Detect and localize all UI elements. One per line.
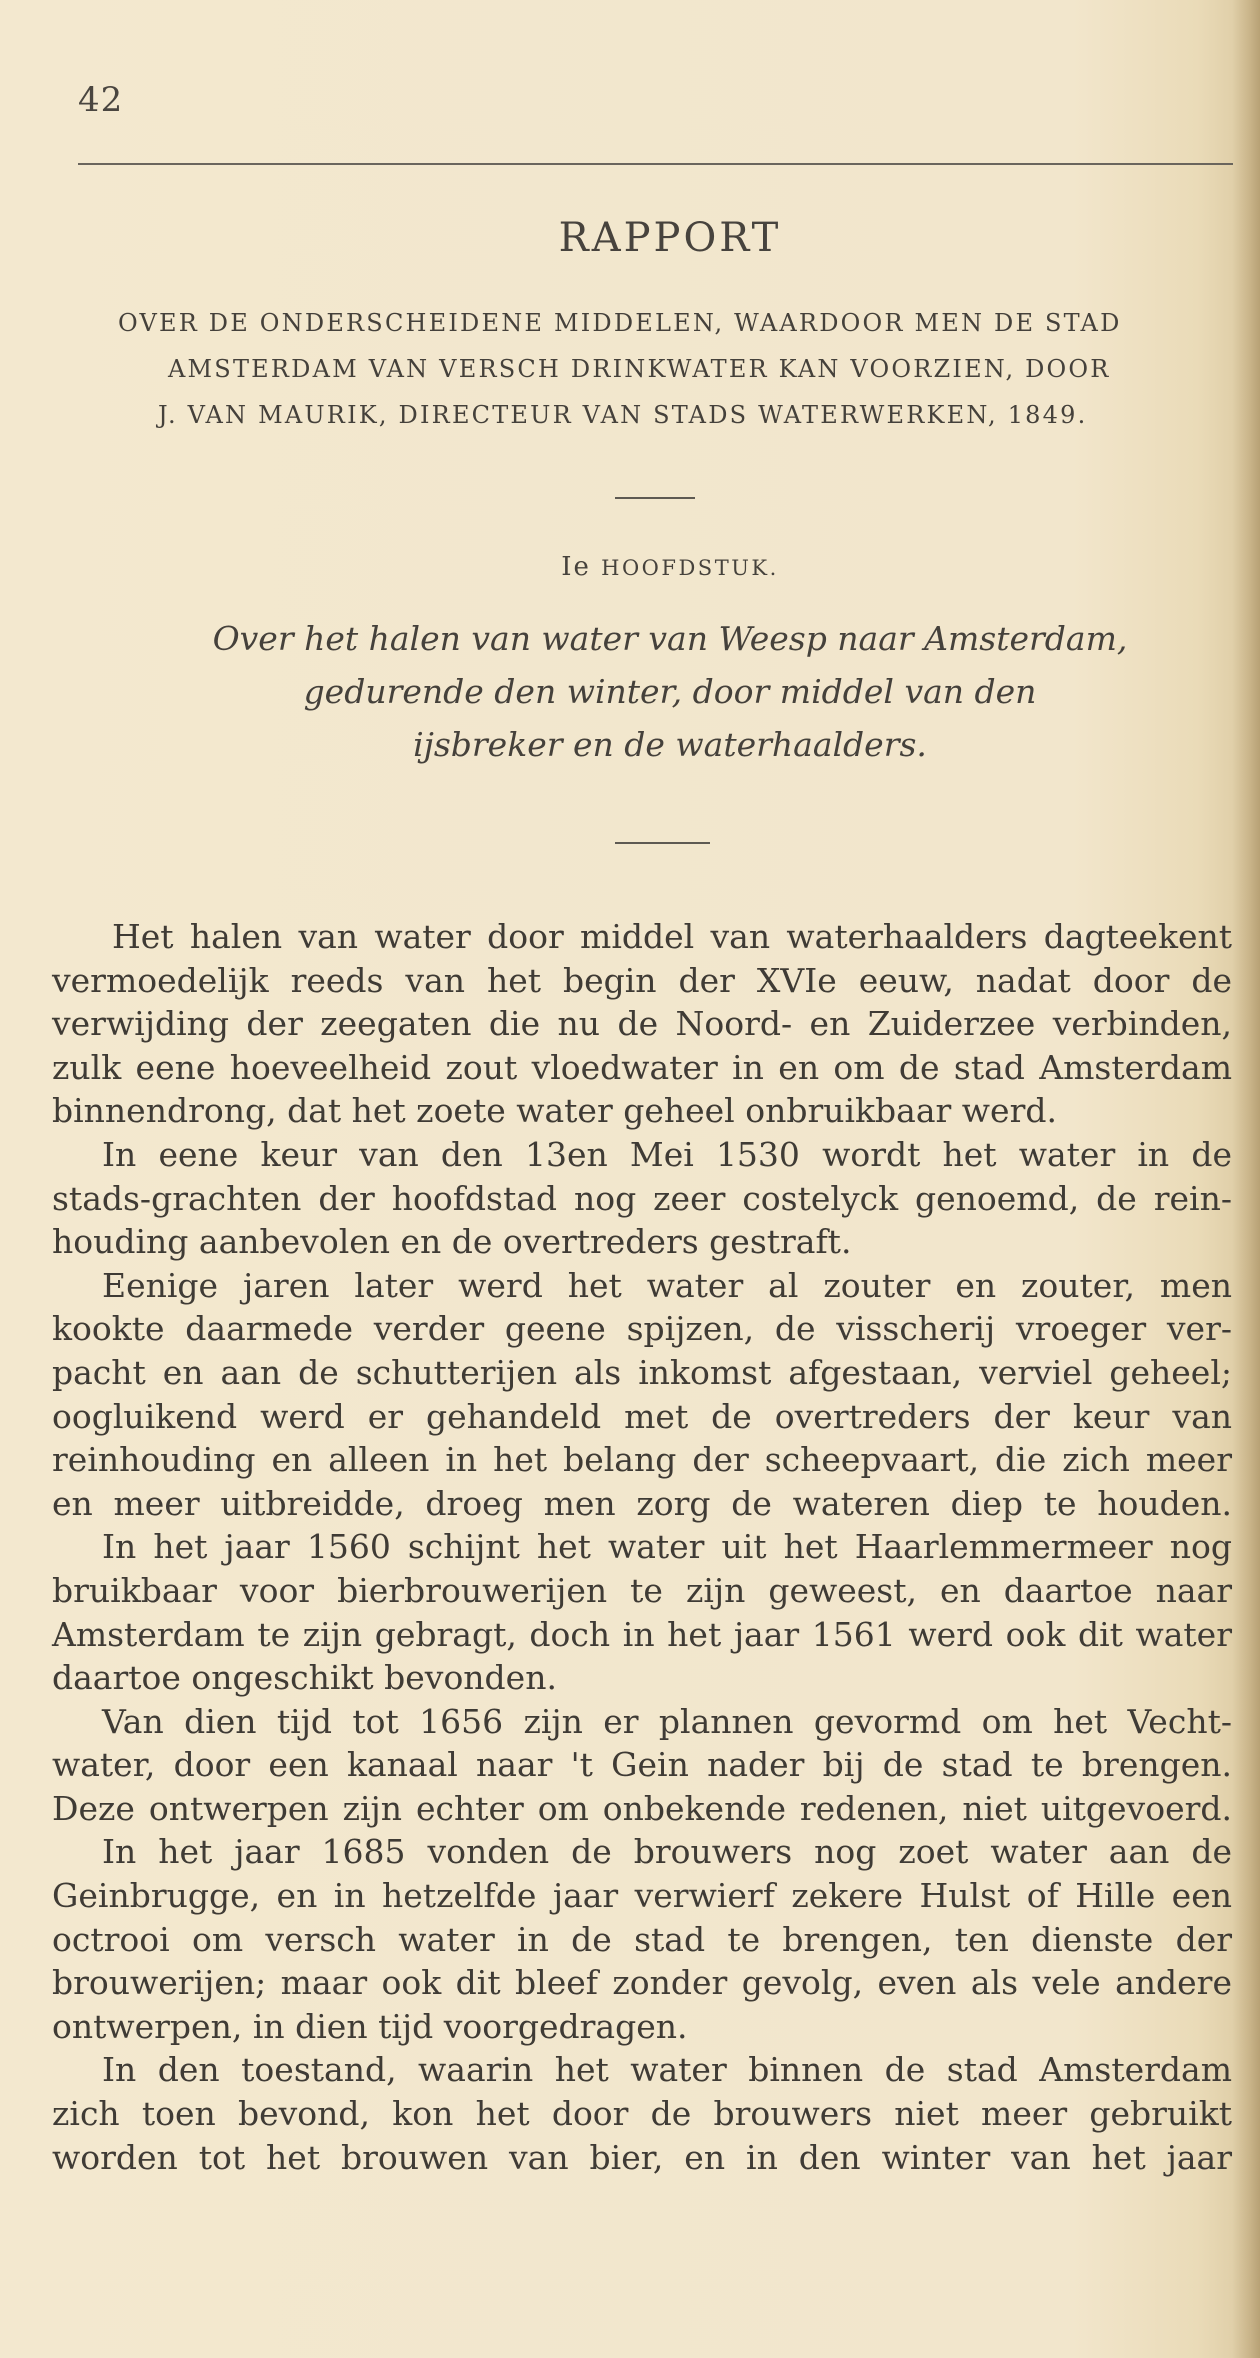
body-line: Geinbrugge, en in hetzelfde jaar verwierf zekere Hulst of Hille een bbox=[52, 1876, 1232, 1916]
body-line: Van dien tijd tot 1656 zijn er plannen gevormd om het Vecht- bbox=[102, 1701, 1232, 1741]
body-line: worden tot het brouwen van bier, en in den winter van het jaar bbox=[52, 2137, 1232, 2177]
body-line: en meer uitbreidde, droeg men zorg de wateren diep te houden. bbox=[52, 1483, 1232, 1523]
body-line: Deze ontwerpen zijn echter om onbekende redenen, niet uitgevoerd. bbox=[52, 1788, 1232, 1828]
chapter-heading-line: ijsbreker en de waterhaalders. bbox=[413, 725, 927, 764]
body-line: In het jaar 1685 vonden de brouwers nog zoet water aan de bbox=[102, 1832, 1232, 1872]
body-line: Amsterdam te zijn gebragt, doch in het jaar 1561 werd ook dit water bbox=[52, 1614, 1232, 1654]
body-line: In eene keur van den 13en Mei 1530 wordt het water in de bbox=[102, 1134, 1232, 1174]
body-line: zulk eene hoeveelheid zout vloedwater in en om de stad Amsterdam bbox=[52, 1047, 1232, 1087]
section-divider bbox=[615, 497, 695, 499]
body-line: In het jaar 1560 schijnt het water uit het Haarlemmermeer nog bbox=[102, 1527, 1232, 1567]
body-line: binnendrong, dat het zoete water geheel onbruikbaar werd. bbox=[52, 1091, 1057, 1131]
page-number: 42 bbox=[78, 80, 124, 120]
body-line: bruikbaar voor bierbrouwerijen te zijn geweest, en daartoe naar bbox=[52, 1570, 1232, 1610]
chapter-heading-line: gedurende den winter, door middel van den bbox=[303, 672, 1037, 711]
chapter-heading bbox=[120, 612, 1220, 771]
body-line: daartoe ongeschikt bevonden. bbox=[52, 1658, 557, 1698]
chapter-label bbox=[0, 552, 1260, 582]
body-line: zich toen bevond, kon het door de brouwers niet meer gebruikt bbox=[52, 2094, 1232, 2134]
chapter-number: Ie bbox=[561, 552, 591, 582]
body-line: water, door een kanaal naar 't Gein nader bij de stad te brengen. bbox=[52, 1745, 1232, 1785]
body-line: kookte daarmede verder geene spijzen, de visscherij vroeger ver- bbox=[52, 1309, 1232, 1349]
body-line: ontwerpen, in dien tijd voorgedragen. bbox=[52, 2006, 688, 2046]
subtitle-line: AMSTERDAM VAN VERSCH DRINKWATER KAN VOORZIEN, DOOR bbox=[168, 355, 1111, 383]
subtitle-line: J. VAN MAURIK, DIRECTEUR VAN STADS WATERWERKEN, 1849. bbox=[158, 401, 1088, 429]
body-line: octrooi om versch water in de stad te brengen, ten dienste der bbox=[52, 1919, 1232, 1959]
section-divider bbox=[615, 842, 710, 844]
body-line: houding aanbevolen en de overtreders gestraft. bbox=[52, 1222, 852, 1262]
body-line: Eenige jaren later werd het water al zouter en zouter, men bbox=[102, 1265, 1232, 1305]
body-line: reinhouding en alleen in het belang der scheepvaart, die zich meer bbox=[52, 1440, 1232, 1480]
report-subtitle bbox=[118, 300, 1238, 438]
report-title: RAPPORT bbox=[558, 215, 782, 261]
chapter-word: HOOFDSTUK. bbox=[601, 556, 779, 580]
subtitle-line: OVER DE ONDERSCHEIDENE MIDDELEN, WAARDOOR MEN DE STAD bbox=[118, 309, 1122, 337]
body-line: brouwerijen; maar ook dit bleef zonder gevolg, even als vele andere bbox=[52, 1963, 1232, 2003]
chapter-heading-line: Over het halen van water van Weesp naar Amsterdam, bbox=[212, 619, 1128, 658]
body-line: pacht en aan de schutterijen als inkomst afgestaan, verviel geheel; bbox=[52, 1352, 1232, 1392]
body-line: vermoedelijk reeds van het begin der XVIe eeuw, nadat door de bbox=[52, 960, 1232, 1000]
body-text bbox=[52, 915, 1232, 2179]
body-line: In den toestand, waarin het water binnen de stad Amsterdam bbox=[102, 2050, 1232, 2090]
body-line: verwijding der zeegaten die nu de Noord- en Zuiderzee verbinden, bbox=[52, 1004, 1232, 1044]
body-line: oogluikend werd er gehandeld met de overtreders der keur van bbox=[52, 1396, 1232, 1436]
body-line: stads-grachten der hoofdstad nog zeer costelyck genoemd, de rein- bbox=[52, 1178, 1232, 1218]
header-rule bbox=[78, 163, 1233, 165]
body-line: Het halen van water door middel van waterhaalders dagteekent bbox=[112, 917, 1232, 956]
